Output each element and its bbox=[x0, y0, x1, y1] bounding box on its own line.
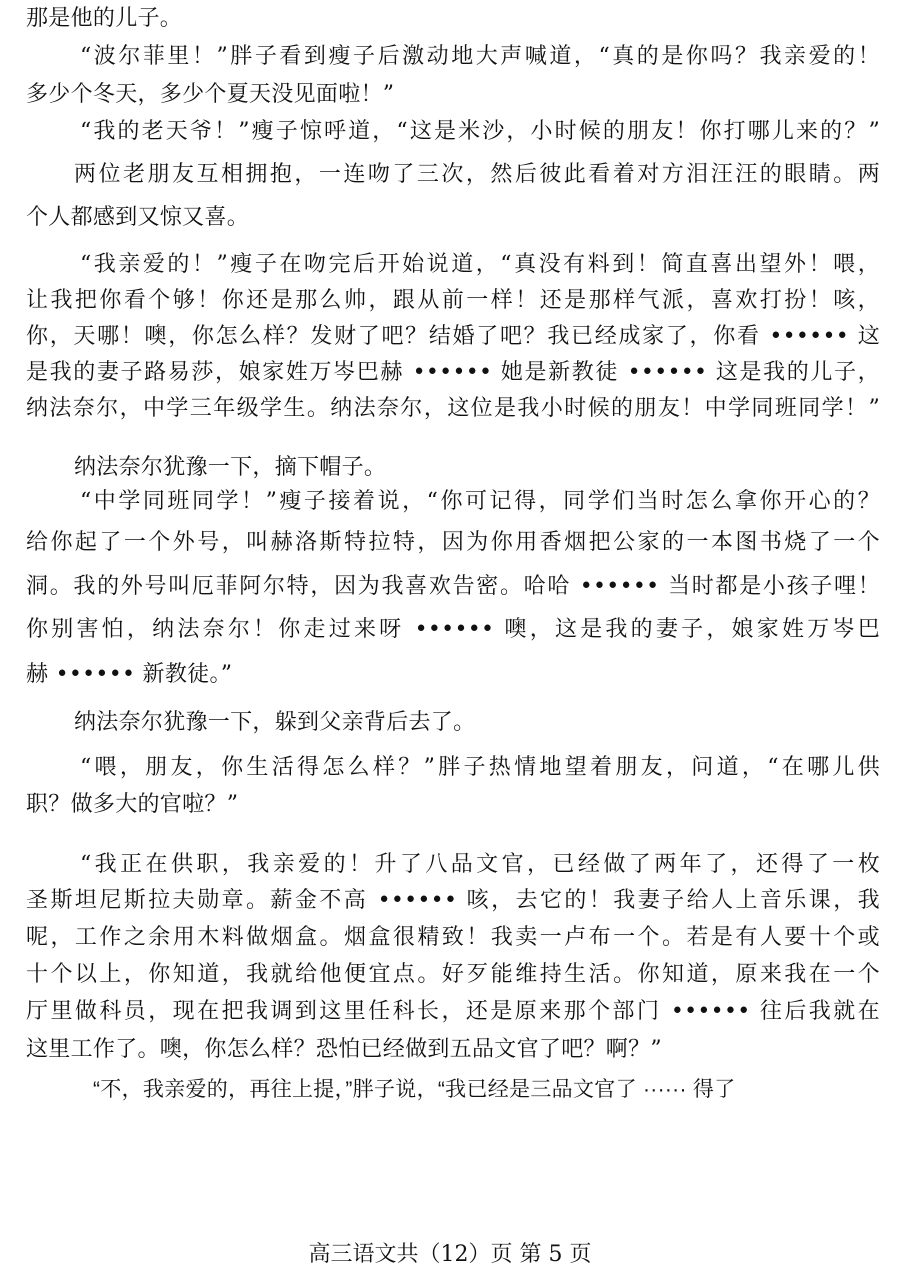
text-line: “我正在供职，我亲爱的！升了八品文官，已经做了两年了，还得了一枚 bbox=[80, 852, 880, 877]
text-line: 洞。我的外号叫厄菲阿尔特，因为我喜欢告密。哈哈 •••••• 当时都是小孩子哩！ bbox=[26, 574, 880, 599]
text-line: 多少个冬天，多少个夏天没见面啦！” bbox=[26, 82, 395, 107]
text-line: 十个以上，你知道，我就给他便宜点。好歹能维持生活。你知道，原来我在一个 bbox=[26, 962, 880, 987]
text-line: 圣斯坦尼斯拉夫勋章。薪金不高 •••••• 咳，去它的！我妻子给人上音乐课，我 bbox=[26, 888, 880, 913]
text-line: 职？做多大的官啦？” bbox=[26, 792, 239, 817]
text-line: 你，天哪！噢，你怎么样？发财了吧？结婚了吧？我已经成家了，你看 •••••• 这 bbox=[26, 324, 880, 349]
text-line: “不，我亲爱的，再往上提，”胖子说，“我已经是三品文官了 ······ 得了 bbox=[93, 1078, 736, 1101]
text-line: “我亲爱的！”瘦子在吻完后开始说道，“真没有料到！简直喜出望外！喂， bbox=[80, 252, 880, 277]
text-line: 是我的妻子路易莎，娘家姓万岑巴赫 •••••• 她是新教徒 •••••• 这是我的儿子， bbox=[26, 360, 880, 385]
text-line: 你别害怕，纳法奈尔！你走过来呀 •••••• 噢，这是我的妻子，娘家姓万岑巴 bbox=[26, 617, 880, 642]
text-line: “喂，朋友，你生活得怎么样？”胖子热情地望着朋友，问道，“在哪儿供 bbox=[80, 755, 880, 780]
text-line: “中学同班同学！”瘦子接着说，“你可记得，同学们当时怎么拿你开心的？ bbox=[80, 489, 880, 514]
text-line: 给你起了一个外号，叫赫洛斯特拉特，因为你用香烟把公家的一本图书烧了一个 bbox=[26, 530, 880, 555]
text-line: 个人都感到又惊又喜。 bbox=[26, 205, 250, 230]
text-line: “波尔菲里！”胖子看到瘦子后激动地大声喊道，“真的是你吗？我亲爱的！ bbox=[80, 44, 880, 69]
text-line: 厅里做科员，现在把我调到这里任科长，还是原来那个部门 •••••• 往后我就在 bbox=[26, 999, 880, 1024]
text-line: 让我把你看个够！你还是那么帅，跟从前一样！还是那样气派，喜欢打扮！咳， bbox=[26, 288, 880, 313]
text-line: 呢，工作之余用木料做烟盒。烟盒很精致！我卖一卢布一个。若是有人要十个或 bbox=[26, 925, 880, 950]
text-line: 纳法奈尔，中学三年级学生。纳法奈尔，这位是我小时候的朋友！中学同班同学！” bbox=[26, 396, 880, 421]
text-line: 赫 •••••• 新教徒。” bbox=[26, 662, 233, 687]
text-line: 两位老朋友互相拥抱，一连吻了三次，然后彼此看着对方泪汪汪的眼睛。两 bbox=[74, 162, 880, 187]
text-line: “我的老天爷！”瘦子惊呼道，“这是米沙，小时候的朋友！你打哪儿来的？” bbox=[80, 119, 880, 144]
text-line: 这里工作了。噢，你怎么样？恐怕已经做到五品文官了吧？啊？” bbox=[26, 1037, 662, 1062]
text-line: 纳法奈尔犹豫一下，躲到父亲背后去了。 bbox=[74, 710, 476, 735]
text-line: 那是他的儿子。 bbox=[26, 6, 183, 31]
page-footer: 高三语文共（12）页 第 5 页 bbox=[308, 1242, 592, 1267]
text-line: 纳法奈尔犹豫一下，摘下帽子。 bbox=[74, 455, 387, 480]
